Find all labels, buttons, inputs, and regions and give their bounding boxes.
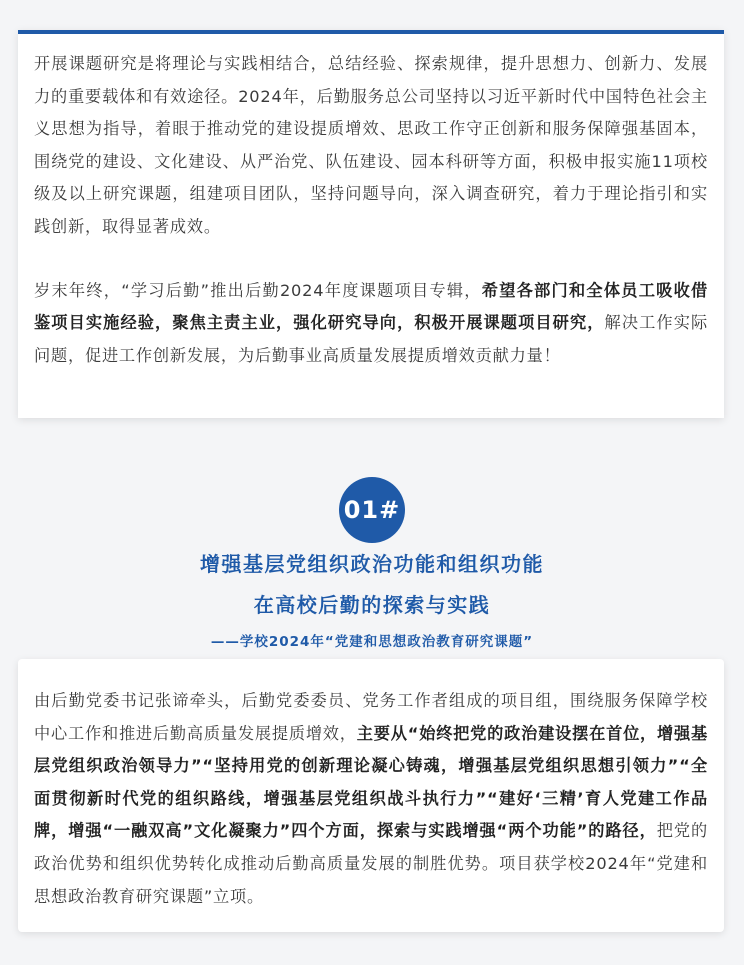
section-body-card [18,659,724,932]
section-title-line-1: 增强基层党组织政治功能和组织功能 [200,552,544,576]
intro-paragraph-2-emphasis: 希望各部门和全体员工吸收借鉴项目实施经验，聚焦主责主业，强化研究导向，积极开展课题项目研究， [34,280,708,333]
section-subtitle: ——学校2024年“党建和思想政治教育研究课题” [210,634,534,650]
intro-paragraph-2-text-b: 解决工作实际问题，促进工作创新发展，为后勤事业高质量发展提质增效贡献力量！ [34,313,708,365]
intro-paragraph-2-text-a: 岁末年终，“学习后勤”推出后勤2024年度课题项目专辑， [34,280,482,300]
section-number-badge: 01# [339,477,405,543]
section-body-emphasis: 主要从“始终把党的政治建设摆在首位，增强基层党组织政治领导力”“坚持用党的创新理论凝心铸魂，增强基层党组织思想引领力”“全面贯彻新时代党的组织路线，增强基层党组织战斗执行力”“建好‘三精’育人党建工作品牌，增强“一融双高”文化凝聚力”四个方面，探索与实践增强“两个功能”的路径， [34,723,709,841]
section-body-paragraph [34,685,708,913]
section-title-line-2: 在高校后勤的探索与实践 [253,593,491,617]
section-body-text-b: 把党的政治优势和组织优势转化成推动后勤高质量发展的制胜优势。项目获学校2024年“党建和思想政治教育研究课题”立项。 [34,821,709,906]
intro-card [18,30,724,418]
intro-paragraph-2 [34,275,708,373]
intro-paragraph-1: 开展课题研究是将理论与实践相结合，总结经验、探索规律，提升思想力、创新力、发展力的重要载体和有效途径。2024年，后勤服务总公司坚持以习近平新时代中国特色社会主义思想为指导，着眼于推动党的建设提质增效、思政工作守正创新和服务保障强基固本，围绕党的建设、文化建设、从严治党、队伍建设、园本科研等方面，积极申报实施11项校级及以上研究课题，组建项目团队，坚持问题导向，深入调查研究，着力于理论指引和实践创新，取得显著成效。 [34,54,708,236]
section-body-text-a: 由后勤党委书记张谛牵头，后勤党委委员、党务工作者组成的项目组，围绕服务保障学校中心工作和推进后勤高质量发展提质增效， [34,691,708,743]
